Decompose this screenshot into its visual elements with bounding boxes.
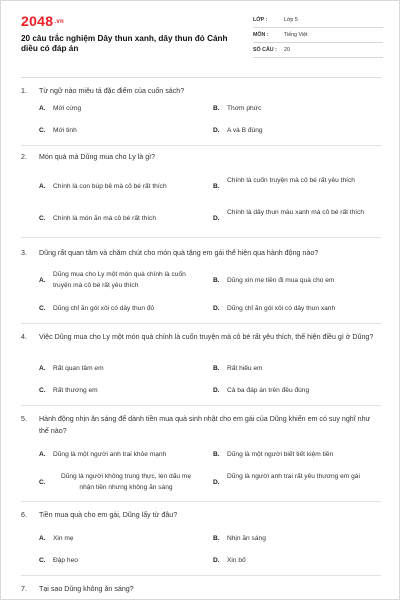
option-letter: C. — [39, 127, 46, 134]
option-letter: A. — [39, 183, 46, 190]
option-letter: B. — [213, 105, 220, 112]
question-number: 5. — [21, 415, 27, 423]
option-text: Nhịn ăn sáng — [227, 535, 266, 542]
option-text: Dũng mua cho Ly một món quà chính là cuốn truyện mà cô bé rất yêu thích — [53, 271, 186, 289]
option-text: Chính là dây thun màu xanh mà cô bé rất thích — [227, 209, 365, 216]
worksheet-title: 20 câu trắc nghiệm Dây thun xanh, dây thun đỏ Cánh diều có đáp án — [21, 34, 228, 53]
option-text: Mới tinh — [53, 127, 77, 134]
worksheet-header — [1, 1, 400, 73]
option-text: Dũng chỉ ăn gói xôi có dây thun đỏ — [53, 305, 155, 312]
question-text — [21, 247, 381, 259]
question-text — [21, 583, 381, 595]
option-text: Mới cứng — [53, 105, 82, 112]
option-text: Xin bố — [227, 557, 246, 564]
meta-key: SỐ CÂU : — [253, 47, 277, 53]
option-text: Dũng là người anh trai rất yêu thương em gái — [227, 473, 360, 480]
option-letter: B. — [213, 365, 220, 372]
meta-value: 20 — [284, 47, 290, 53]
question-5 — [1, 413, 400, 437]
option-text: Rất quan tâm em — [53, 365, 104, 372]
question-number: 3. — [21, 249, 27, 257]
question-1 — [1, 85, 400, 97]
option-letter: D. — [213, 557, 220, 564]
option-letter: C. — [39, 479, 46, 486]
option-letter: C. — [39, 387, 46, 394]
question-stem: Dũng rất quan tâm và chăm chút cho món quà tặng em gái thể hiện qua hành động nào? — [39, 249, 319, 257]
option-text: Chính là cuốn truyện mà cô bé rất yêu thích — [227, 177, 355, 184]
option-letter: D. — [213, 387, 220, 394]
option-text: Dũng là một người anh trai khỏe mạnh — [53, 451, 167, 458]
question-number: 6. — [21, 511, 27, 519]
meta-value: Lớp 5 — [284, 17, 298, 23]
option-letter: A. — [39, 535, 46, 542]
option-letter: A. — [39, 277, 46, 284]
option-text: Dũng là một người biết tiết kiệm tiền — [227, 451, 334, 458]
option-letter: A. — [39, 105, 46, 112]
question-divider — [21, 501, 381, 502]
meta-value: Tiếng Việt — [284, 32, 308, 38]
question-text — [21, 331, 381, 343]
question-text — [21, 413, 381, 437]
option-text: Đập heo — [53, 557, 78, 564]
question-3 — [1, 247, 400, 259]
question-divider — [21, 145, 381, 146]
question-2 — [1, 151, 400, 163]
option-letter: B. — [213, 535, 220, 542]
question-number: 2. — [21, 153, 27, 161]
option-text: Dũng chỉ ăn gói xôi có dây thun xanh — [227, 305, 336, 312]
option-text: Thơm phức — [227, 105, 262, 112]
option-text: Dũng xin mẹ tiền đi mua quà cho em — [227, 277, 335, 284]
option-letter: B. — [213, 183, 220, 190]
option-letter: D. — [213, 127, 220, 134]
logo-brand: 2048 — [21, 13, 54, 29]
option-text: Rất hiếu em — [227, 365, 263, 372]
meta-row-class — [253, 13, 383, 28]
option-letter: C. — [39, 557, 46, 564]
logo-suffix: .vn — [54, 19, 64, 26]
question-4 — [1, 331, 400, 343]
question-number: 4. — [21, 333, 27, 341]
question-number: 7. — [21, 585, 27, 593]
question-number: 1. — [21, 87, 27, 95]
option-letter: B. — [213, 277, 220, 284]
meta-row-subject — [253, 28, 383, 43]
option-letter: A. — [39, 451, 46, 458]
question-list — [1, 77, 400, 601]
question-text — [21, 85, 381, 97]
meta-key: LỚP : — [253, 17, 268, 23]
question-stem: Tại sao Dũng không ăn sáng? — [39, 585, 134, 593]
meta-row-count — [253, 43, 383, 58]
question-divider — [21, 405, 381, 406]
question-stem: Hành động nhịn ăn sáng để dành tiền mua quà sinh nhật cho em gái của Dũng khiến em có suy nghĩ như thế nào? — [39, 415, 371, 435]
option-text: Xin mẹ — [53, 535, 74, 542]
question-7 — [1, 583, 400, 595]
question-stem: Việc Dũng mua cho Ly một món quà chính là cuốn truyện mà cô bé rất yêu thích, thể hiện điều gì ở Dũng? — [39, 333, 374, 341]
option-text: Rất thương em — [53, 387, 98, 394]
option-letter: D. — [213, 479, 220, 486]
option-letter: B. — [213, 451, 220, 458]
question-divider — [21, 323, 381, 324]
option-letter: A. — [39, 365, 46, 372]
meta-key: MÔN : — [253, 32, 269, 38]
question-text — [21, 151, 381, 163]
option-text: Dũng là người không trung thực, lén dấu mẹ nhận tiền nhưng không ăn sáng — [60, 473, 192, 491]
question-stem: Tiền mua quà cho em gái, Dũng lấy từ đâu? — [39, 511, 178, 519]
question-text — [21, 509, 381, 521]
option-letter: C. — [39, 305, 46, 312]
option-text: Chính là con búp bê mà cô bé rất thích — [53, 183, 167, 190]
option-letter: D. — [213, 305, 220, 312]
option-text: A và B đúng — [227, 127, 263, 134]
option-letter: C. — [39, 215, 46, 222]
question-6 — [1, 509, 400, 521]
meta-table — [253, 13, 383, 58]
option-letter: D. — [213, 215, 220, 222]
option-text: Cả ba đáp án trên đều đúng — [227, 387, 310, 394]
question-stem: Từ ngữ nào miêu tả đặc điểm của cuốn sách? — [39, 87, 185, 95]
question-stem: Món quà mà Dũng mua cho Ly là gì? — [39, 153, 156, 161]
question-divider — [21, 575, 381, 576]
question-divider — [21, 237, 381, 238]
option-text: Chính là món ăn mà cô bé rất thích — [53, 215, 156, 222]
brand-logo[interactable] — [21, 13, 64, 29]
